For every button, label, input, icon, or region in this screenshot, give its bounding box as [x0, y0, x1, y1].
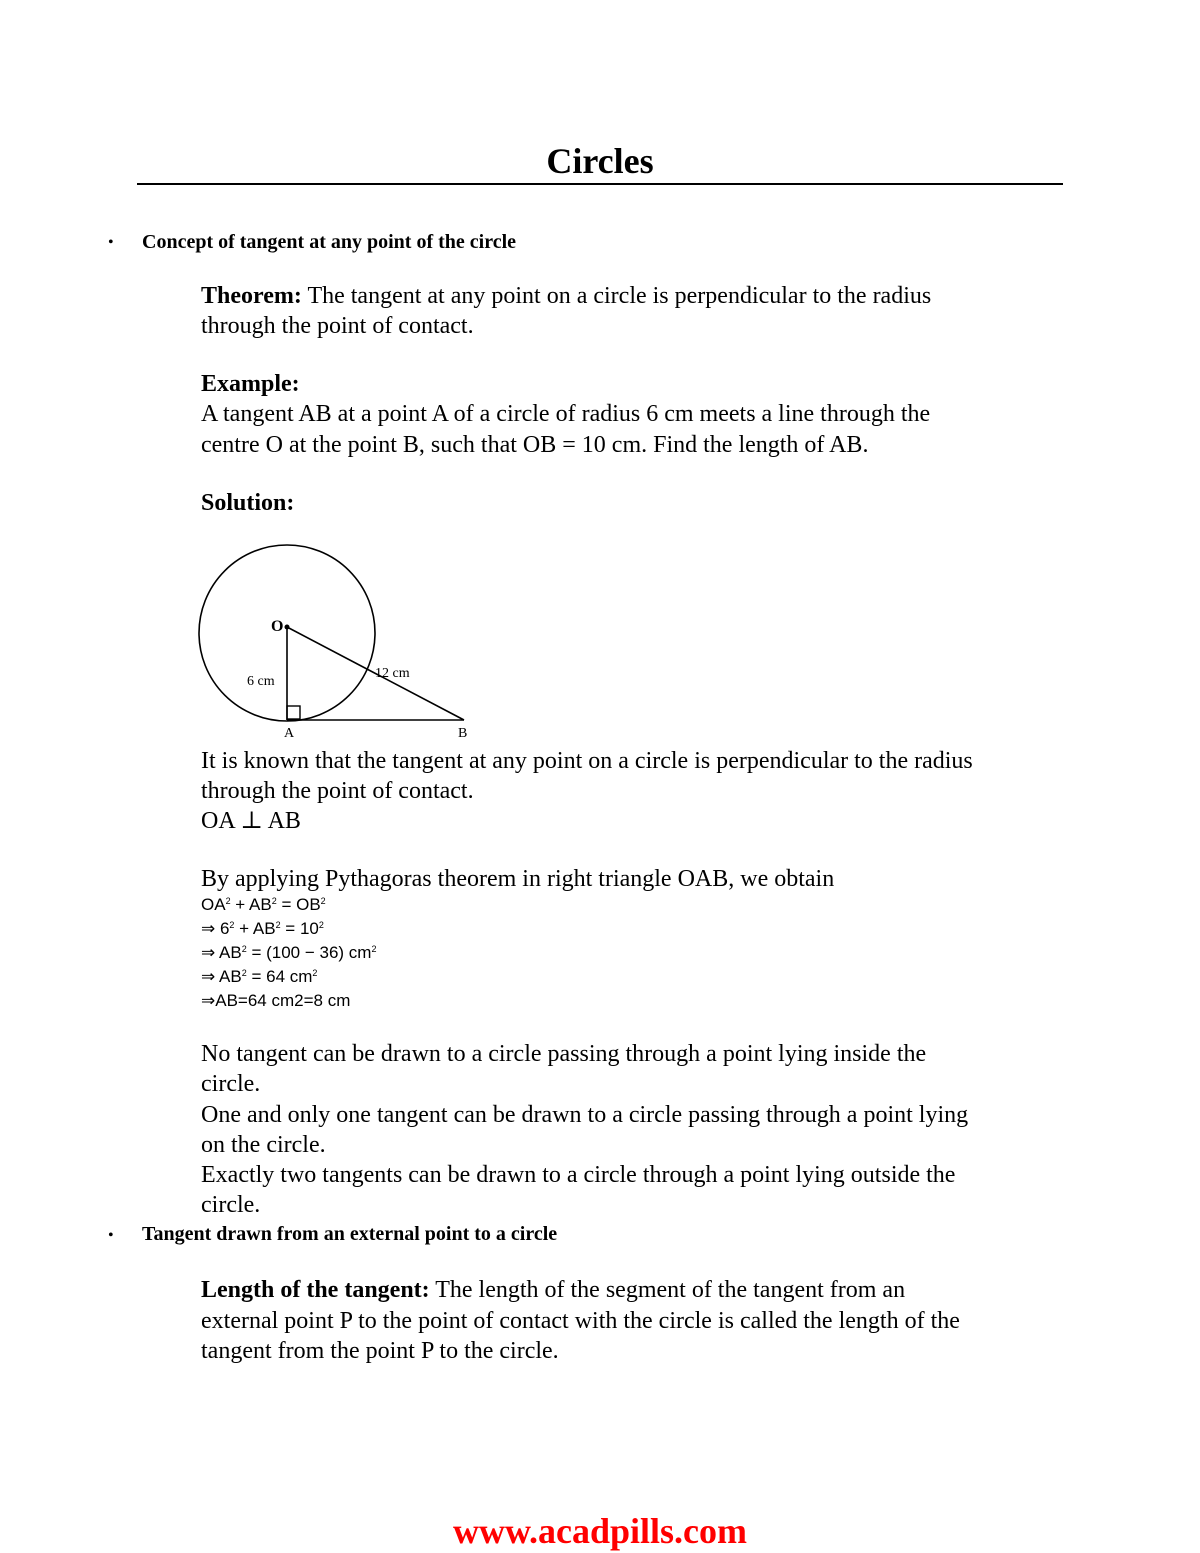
length-line-1: [201, 1275, 905, 1305]
math-line-3: ⇒ $AB^2 = (100 - 36)$ $cm^2$: [201, 943, 377, 962]
label-radius: 6 cm: [247, 674, 275, 689]
theorem-label: Theorem:: [201, 283, 302, 309]
math-line-4: ⇒ $AB^2 = 64$ $cm^2$: [201, 967, 318, 986]
section-heading-tangent-concept: Concept of tangent at any point of the circle: [142, 231, 517, 253]
title-divider: [137, 183, 1063, 185]
pythagoras-intro: By applying Pythagoras theorem in right triangle OAB, we obtain: [201, 866, 835, 892]
example-line-1: A tangent AB at a point A of a circle of radius 6 cm meets a line through the: [201, 401, 931, 427]
theorem-text: The tangent at any point on a circle is perpendicular to the radius: [301, 283, 932, 309]
perpendicular-statement: OA ⊥ AB: [201, 808, 301, 834]
example-label: Example:: [201, 371, 300, 397]
page-title: Circles: [546, 141, 654, 181]
label-a: A: [284, 726, 295, 741]
section-heading-external-tangent: Tangent drawn from an external point to a circle: [142, 1223, 558, 1245]
no-tangent-line-2: circle.: [201, 1071, 261, 1097]
length-text: The length of the segment of the tangent from an: [429, 1277, 906, 1303]
label-b: B: [458, 726, 468, 741]
two-tangent-line-2: circle.: [201, 1192, 261, 1218]
no-tangent-line-1: No tangent can be drawn to a circle passing through a point lying inside the: [201, 1041, 927, 1067]
bullet-marker: •: [108, 234, 114, 251]
one-tangent-line-1: One and only one tangent can be drawn to a circle passing through a point lying: [201, 1102, 969, 1128]
math-line-1: $OA^2 + AB^2 = OB^2$: [201, 895, 326, 914]
known-line-1: It is known that the tangent at any point on a circle is perpendicular to the radius: [201, 748, 973, 774]
length-label: Length of the tangent:: [201, 1277, 430, 1303]
bullet-marker: •: [108, 1227, 114, 1244]
math-line-2: ⇒ $6^2 + AB^2 = 10^2$: [201, 919, 324, 938]
example-line-2: centre O at the point B, such that OB = 10 cm. Find the length of AB.: [201, 432, 869, 458]
solution-label: Solution:: [201, 490, 295, 516]
right-angle-mark: [287, 706, 300, 719]
length-line-3: tangent from the point P to the circle.: [201, 1338, 559, 1364]
theorem-line-2: through the point of contact.: [201, 313, 474, 339]
two-tangent-line-1: Exactly two tangents can be drawn to a circle through a point lying outside the: [201, 1162, 956, 1188]
theorem-line-1: [201, 281, 931, 311]
label-ob-length: 12 cm: [375, 666, 410, 681]
known-line-2: through the point of contact.: [201, 778, 474, 804]
centre-point: [285, 625, 290, 630]
length-line-2: external point P to the point of contact with the circle is called the length of the: [201, 1308, 960, 1334]
math-line-5: ⇒AB=64 cm2=8 cm: [201, 991, 351, 1010]
footer-website: www.acadpills.com: [452, 1511, 747, 1551]
one-tangent-line-2: on the circle.: [201, 1132, 326, 1158]
tangent-circle-diagram: [190, 535, 490, 745]
label-o: O: [271, 618, 284, 635]
